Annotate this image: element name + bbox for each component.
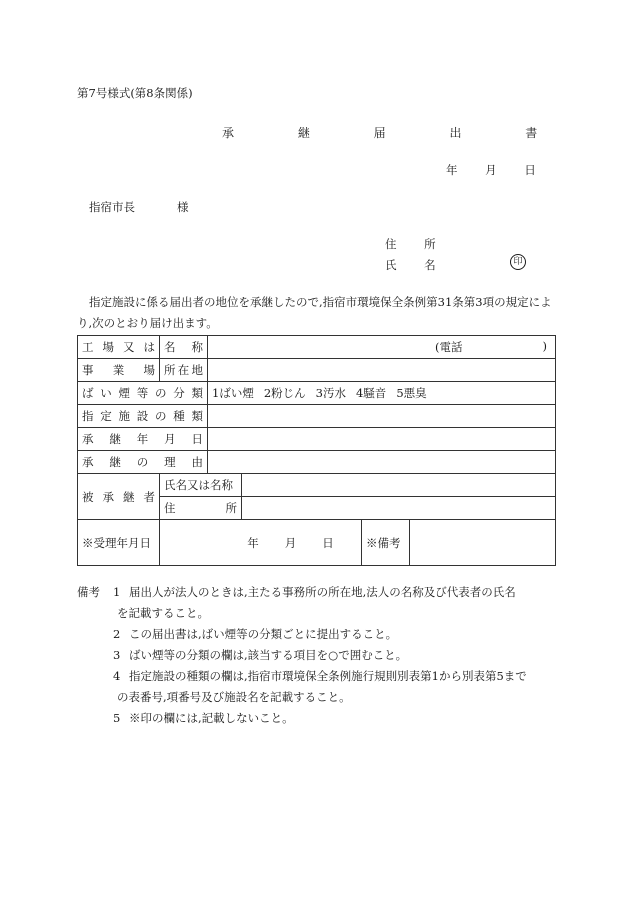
- location-label: 所在地: [160, 359, 208, 382]
- factory-label: 工 場 又 は: [78, 336, 160, 359]
- date-day: 日: [524, 163, 536, 177]
- notes-section: [77, 582, 557, 729]
- notes-heading: 備考: [77, 585, 100, 599]
- received-month: 月: [284, 535, 297, 550]
- addressee-name: 指宿市長: [89, 200, 135, 214]
- facility-type-label: 指定施設の種類: [78, 405, 208, 428]
- category-odor[interactable]: 5悪臭: [396, 386, 427, 400]
- name-label: 名 称: [160, 336, 208, 359]
- document-title: 承 継 届 出 書: [222, 126, 568, 140]
- note-item: 5 ※印の欄には,記載しないこと。: [113, 711, 294, 725]
- predecessor-label: 被承継者: [78, 474, 160, 520]
- pred-name-label: 氏名又は名称: [160, 474, 242, 497]
- applicant-name-label: 氏 名: [385, 258, 448, 272]
- category-noise[interactable]: 4騒音: [355, 386, 387, 400]
- facility-type-field[interactable]: [208, 405, 556, 428]
- received-year: 年: [247, 535, 259, 550]
- date-month: 月: [485, 163, 497, 177]
- category-label: ばい煙等の分類: [78, 382, 208, 405]
- note-continuation: を記載すること。: [117, 606, 209, 620]
- factory-name-field[interactable]: [208, 336, 556, 359]
- received-day: 日: [322, 535, 334, 550]
- addressee-honorific: 様: [177, 200, 189, 214]
- pred-name-field[interactable]: [242, 474, 556, 497]
- note-item: 備考 1 届出人が法人のときは,主たる事務所の所在地,法人の名称及び代表者の氏名: [77, 582, 557, 603]
- received-date-field: [160, 520, 362, 566]
- note-continuation: の表番号,項番号及び施設名を記載すること。: [117, 690, 351, 704]
- body-text: 指定施設に係る届出者の地位を承継したので,指宿市環境保全条例第31条第3項の規定により,次のとおり届け出ます。: [77, 295, 552, 330]
- note-item: 4 指定施設の種類の欄は,指宿市環境保全条例施行規則別表第1から別表第5まで: [113, 669, 527, 683]
- note-item: 3 ばい煙等の分類の欄は,該当する項目を○で囲むこと。: [113, 648, 408, 662]
- tel-open: (電話: [435, 340, 463, 354]
- succession-reason-label: 承継の理由: [78, 451, 208, 474]
- remarks-field: [410, 520, 556, 566]
- category-options[interactable]: [208, 382, 556, 405]
- pred-address-label: 住 所: [160, 497, 242, 520]
- applicant-address-label: 住 所: [385, 237, 448, 251]
- succession-date-field[interactable]: [208, 428, 556, 451]
- seal-icon: 印: [510, 254, 526, 270]
- category-dust[interactable]: 2粉じん: [263, 386, 306, 400]
- site-label: 事 業 場: [78, 359, 160, 382]
- form-number: 第7号様式(第8条関係): [77, 86, 193, 100]
- category-smoke[interactable]: 1ばい煙: [212, 386, 254, 400]
- category-wastewater[interactable]: 3汚水: [315, 386, 346, 400]
- location-field[interactable]: [208, 359, 556, 382]
- succession-form-table: [77, 335, 556, 566]
- submission-date: [446, 162, 536, 178]
- addressee: [89, 199, 189, 215]
- succession-reason-field[interactable]: [208, 451, 556, 474]
- tel-close: ): [542, 339, 547, 353]
- succession-date-label: 承継年月日: [78, 428, 208, 451]
- remarks-label: ※備考: [362, 520, 410, 566]
- note-item: 2 この届出書は,ばい煙等の分類ごとに提出すること。: [113, 627, 398, 641]
- received-date-label: ※受理年月日: [78, 520, 160, 566]
- date-year: 年: [446, 163, 458, 177]
- pred-address-field[interactable]: [242, 497, 556, 520]
